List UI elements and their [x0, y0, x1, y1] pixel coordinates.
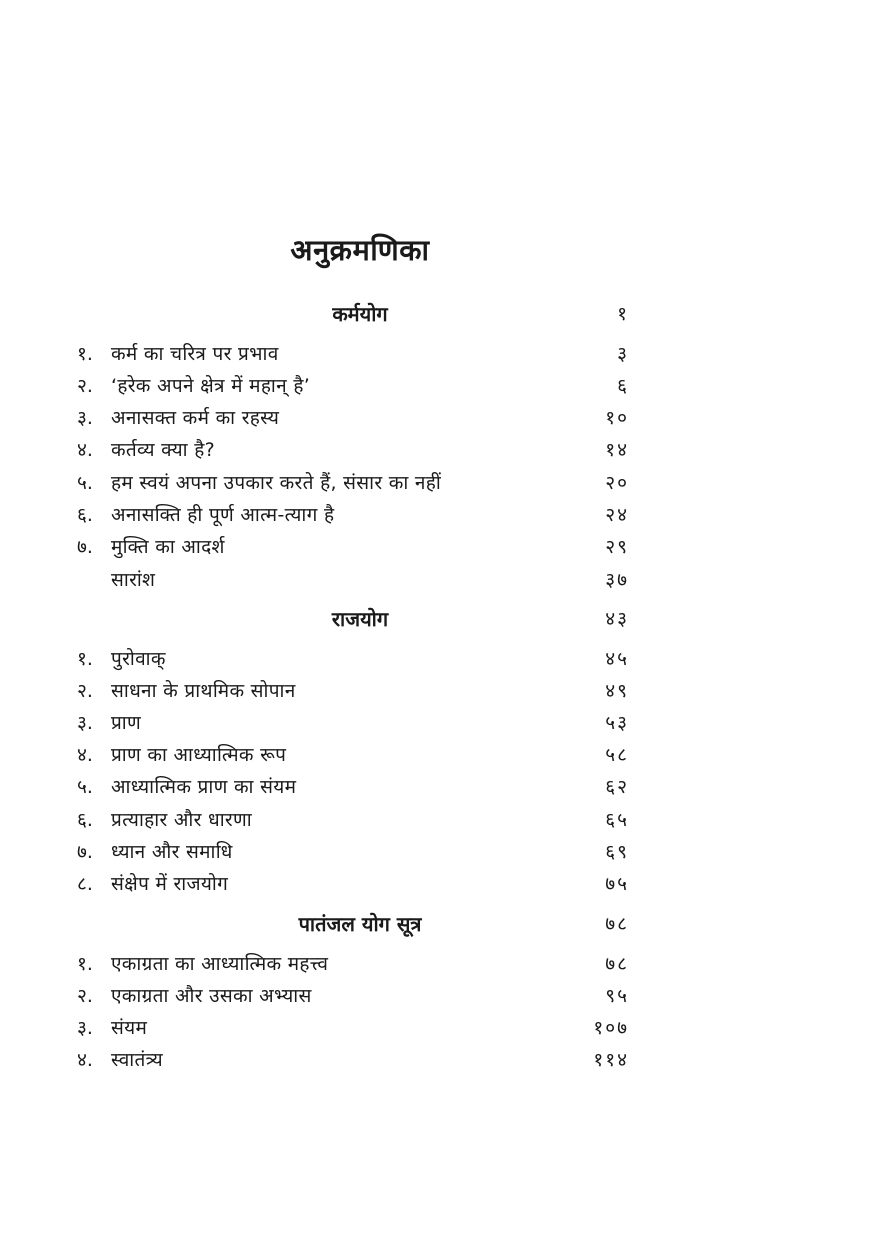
entry-title: ध्यान और समाधि	[111, 841, 233, 863]
entry-number: २.	[77, 375, 93, 397]
entry-page-number: ४९	[605, 680, 629, 702]
entry-number: २.	[77, 680, 93, 702]
toc-entry	[0, 436, 875, 466]
entry-title: आध्यात्मिक प्राण का संयम	[111, 776, 297, 798]
entry-number: १.	[77, 953, 93, 975]
toc-entry	[0, 645, 875, 675]
entry-page-number: २९	[605, 536, 629, 558]
toc-entry	[0, 773, 875, 803]
section-heading: पातंजल योग सूत्र	[298, 912, 422, 936]
section-heading: कर्मयोग	[332, 302, 388, 326]
entry-number: ५.	[77, 776, 93, 798]
section-page-number: ४३	[605, 608, 629, 630]
toc-entry	[0, 566, 875, 596]
entry-title: सारांश	[111, 569, 156, 591]
entry-page-number: ६५	[605, 809, 629, 831]
entry-number: ४.	[77, 1049, 93, 1071]
toc-entry	[0, 372, 875, 402]
entry-page-number: ७८	[605, 953, 629, 975]
entry-title: अनासक्ति ही पूर्ण आत्म-त्याग है	[111, 504, 335, 526]
entry-title: पुरोवाक्	[111, 648, 166, 670]
entry-number: ८.	[77, 873, 93, 895]
entry-title: एकाग्रता और उसका अभ्यास	[111, 985, 312, 1007]
toc-entry	[0, 950, 875, 980]
entry-page-number: २०	[605, 472, 629, 494]
toc-entry	[0, 741, 875, 771]
entry-title: अनासक्त कर्म का रहस्य	[111, 407, 280, 429]
toc-entry	[0, 870, 875, 900]
entry-title: कर्म का चरित्र पर प्रभाव	[111, 343, 279, 365]
entry-number: ६.	[77, 809, 93, 831]
entry-page-number: ५८	[605, 744, 629, 766]
entry-page-number: ३	[617, 343, 629, 365]
entry-page-number: ११४	[593, 1049, 629, 1071]
entry-page-number: ६	[617, 375, 629, 397]
entry-number: ७.	[77, 536, 93, 558]
toc-entry	[0, 469, 875, 499]
entry-number: ३.	[77, 712, 93, 734]
entry-title: स्वातंत्र्य	[111, 1049, 163, 1071]
entry-number: ३.	[77, 1017, 93, 1039]
entry-title: साधना के प्राथमिक सोपान	[111, 680, 296, 702]
entry-page-number: ७५	[605, 873, 629, 895]
toc-entry	[0, 838, 875, 868]
entry-number: ६.	[77, 504, 93, 526]
entry-number: २.	[77, 985, 93, 1007]
entry-title: प्राण का आध्यात्मिक रूप	[111, 744, 287, 766]
toc-entry	[0, 982, 875, 1012]
entry-page-number: ६२	[605, 776, 629, 798]
entry-page-number: ६९	[605, 841, 629, 863]
toc-entry	[0, 501, 875, 531]
toc-entry	[0, 806, 875, 836]
toc-entry	[0, 1046, 875, 1076]
entry-title: प्राण	[111, 712, 142, 734]
entry-number: ७.	[77, 841, 93, 863]
entry-title: कर्तव्य क्या है?	[111, 439, 215, 461]
entry-page-number: ४५	[605, 648, 629, 670]
entry-page-number: ५३	[605, 712, 629, 734]
toc-entry	[0, 533, 875, 563]
entry-number: ४.	[77, 439, 93, 461]
toc-entry	[0, 340, 875, 370]
toc-entry	[0, 677, 875, 707]
toc-entry	[0, 1014, 875, 1044]
entry-number: ४.	[77, 744, 93, 766]
entry-title: एकाग्रता का आध्यात्मिक महत्त्व	[111, 953, 329, 975]
entry-number: ५.	[77, 472, 93, 494]
section-heading: राजयोग	[331, 607, 389, 631]
entry-title: मुक्ति का आदर्श	[111, 536, 225, 558]
section-page-number: ७८	[605, 913, 629, 935]
entry-page-number: १४	[605, 439, 629, 461]
entry-title: संक्षेप में राजयोग	[111, 873, 229, 895]
page-title: अनुक्रमणिका	[290, 233, 430, 267]
entry-page-number: २४	[605, 504, 629, 526]
entry-page-number: ९५	[605, 985, 629, 1007]
entry-number: १.	[77, 648, 93, 670]
entry-title: प्रत्याहार और धारणा	[111, 809, 252, 831]
toc-entry	[0, 709, 875, 739]
entry-number: १.	[77, 343, 93, 365]
entry-page-number: १०७	[593, 1017, 629, 1039]
entry-number: ३.	[77, 407, 93, 429]
toc-entry	[0, 404, 875, 434]
section-page-number: १	[617, 303, 629, 325]
entry-title: हम स्वयं अपना उपकार करते हैं, संसार का नहीं	[111, 472, 442, 494]
entry-page-number: ३७	[605, 569, 629, 591]
entry-page-number: १०	[605, 407, 629, 429]
entry-title: संयम	[111, 1017, 148, 1039]
entry-title: ‘हरेक अपने क्षेत्र में महान् है’	[111, 375, 311, 397]
